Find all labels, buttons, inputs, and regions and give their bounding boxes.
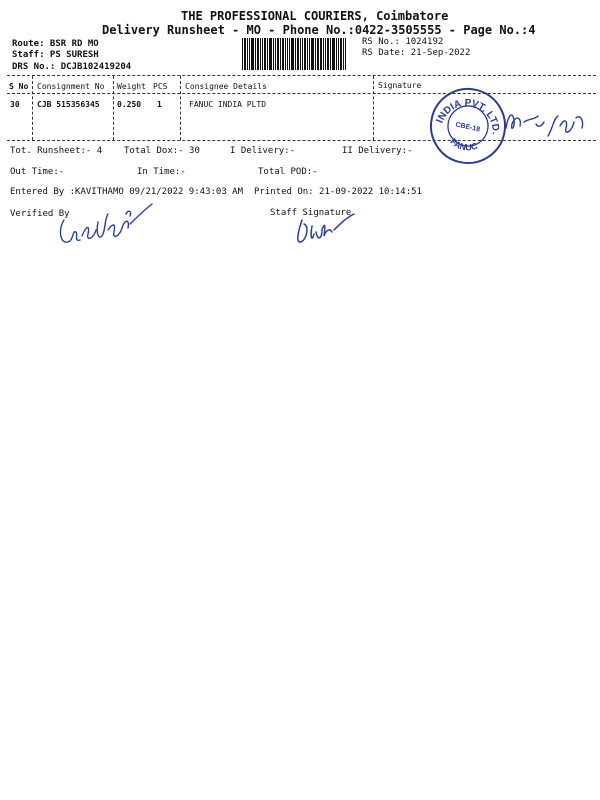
barcode: [242, 38, 354, 70]
barcode-bar: [338, 38, 339, 70]
barcode-bar: [297, 38, 299, 70]
entered-by: Entered By :KAVITHAMO 09/21/2022 9:43:03 AM: [10, 187, 243, 197]
printed-on: Printed On: 21-09-2022 10:14:51: [254, 187, 422, 197]
barcode-bar: [317, 38, 319, 70]
barcode-bar: [336, 38, 337, 70]
staff-label: Staff: PS SURESH: [12, 50, 99, 60]
out-time: Out Time:-: [10, 167, 65, 177]
barcode-bar: [300, 38, 301, 70]
col-header-pcs: PCS: [153, 82, 168, 91]
barcode-bar: [287, 38, 288, 70]
rs-date: RS Date: 21-Sep-2022: [362, 48, 471, 58]
stamp-lower-text: FANUC: [448, 136, 479, 153]
verifier-signature: [56, 200, 166, 250]
col-divider: [113, 76, 114, 140]
runsheet-subtitle: Delivery Runsheet - MO - Phone No.:0422-3505555 - Page No.:4: [102, 23, 536, 37]
barcode-bar: [304, 38, 306, 70]
table-top-rule: [7, 75, 596, 76]
i-delivery: I Delivery:-: [230, 146, 296, 156]
barcode-bar: [320, 38, 322, 70]
barcode-bar: [295, 38, 296, 70]
barcode-bar: [311, 38, 314, 70]
cell-consignee: FANUC INDIA PLTD: [189, 100, 267, 109]
stamp-text: INDIA PVT. LTD.: [434, 97, 501, 135]
barcode-bar: [343, 38, 344, 70]
company-stamp: [428, 86, 508, 166]
total-dox: Total Dox:- 30: [124, 146, 200, 156]
barcode-bar: [277, 38, 279, 70]
barcode-bar: [280, 38, 281, 70]
company-title: THE PROFESSIONAL COURIERS, Coimbatore: [181, 9, 449, 23]
total-runsheet: Tot. Runsheet:- 4: [10, 146, 103, 156]
staff-signature-label: Staff Signature: [270, 208, 352, 218]
barcode-bar: [264, 38, 266, 70]
barcode-bar: [260, 38, 261, 70]
barcode-bar: [282, 38, 284, 70]
barcode-bar: [269, 38, 272, 70]
barcode-bar: [345, 38, 346, 70]
col-header-sno: S No: [9, 82, 29, 91]
barcode-bar: [275, 38, 276, 70]
barcode-bar: [262, 38, 263, 70]
barcode-bar: [285, 38, 286, 70]
barcode-bar: [307, 38, 308, 70]
route-label: Route: BSR RD MO: [12, 39, 99, 49]
rs-number: RS No.: 1024192: [362, 37, 444, 47]
barcode-bar: [323, 38, 324, 70]
col-header-weight: Weight: [117, 82, 146, 91]
barcode-bar: [330, 38, 331, 70]
drs-number: DRS No.: DCJB102419204: [12, 62, 132, 72]
col-header-consignee: Consignee Details: [185, 82, 267, 91]
barcode-bar: [242, 38, 243, 70]
barcode-bar: [244, 38, 246, 70]
total-pod: Total POD:-: [258, 167, 318, 177]
barcode-bar: [255, 38, 256, 70]
barcode-bar: [309, 38, 310, 70]
cell-consignment: CJB 515356345: [37, 100, 100, 109]
barcode-bar: [302, 38, 303, 70]
barcode-bar: [315, 38, 316, 70]
barcode-bar: [340, 38, 342, 70]
barcode-bar: [257, 38, 259, 70]
receiver-signature: [502, 106, 592, 146]
stamp-center: CBE-18: [454, 121, 481, 134]
barcode-bar: [332, 38, 335, 70]
barcode-bar: [251, 38, 254, 70]
cell-pcs: 1: [157, 100, 162, 109]
col-header-consignment: Consignment No: [37, 82, 105, 91]
ii-delivery: II Delivery:-: [342, 146, 413, 156]
col-divider: [180, 76, 181, 140]
barcode-bar: [273, 38, 274, 70]
barcode-bar: [249, 38, 250, 70]
barcode-bar: [327, 38, 329, 70]
barcode-bar: [267, 38, 268, 70]
verified-by-label: Verified By: [10, 209, 70, 219]
staff-signature: [290, 212, 360, 252]
barcode-bar: [325, 38, 326, 70]
cell-weight: 0.250: [117, 100, 142, 109]
barcode-bar: [289, 38, 290, 70]
cell-sno: 30: [10, 100, 20, 109]
col-header-signature: Signature: [378, 81, 422, 90]
col-divider: [373, 76, 374, 140]
in-time: In Time:-: [137, 167, 186, 177]
barcode-bar: [291, 38, 294, 70]
barcode-bar: [247, 38, 248, 70]
col-divider: [32, 76, 33, 140]
